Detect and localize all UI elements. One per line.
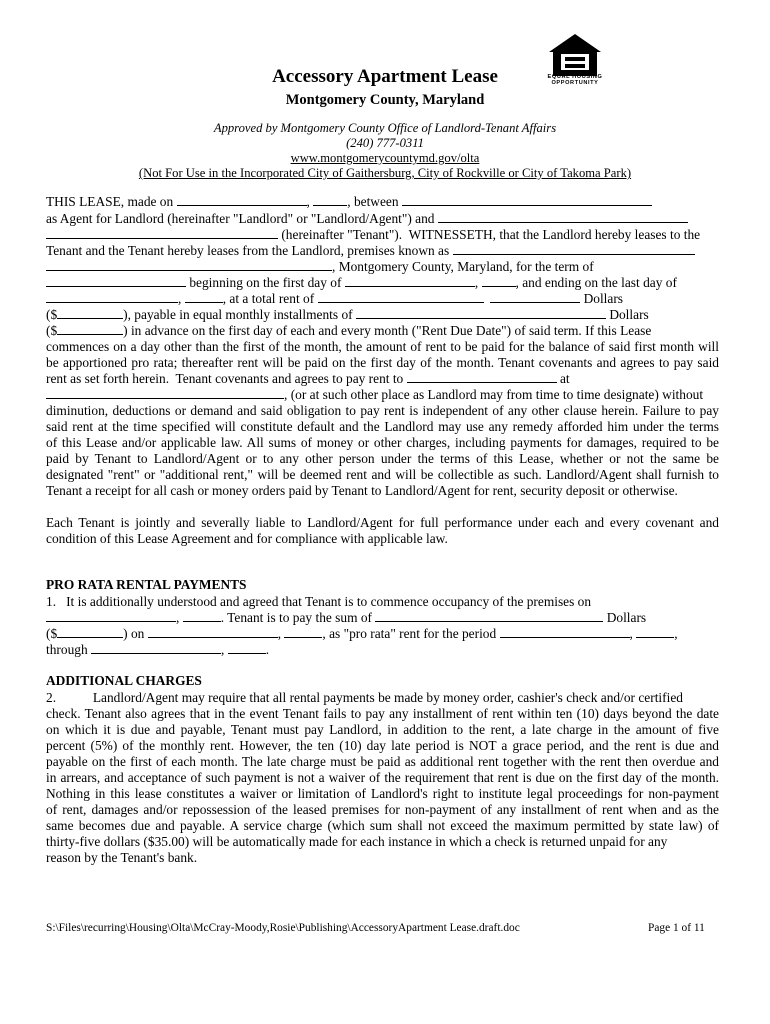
text: ,: [474, 275, 482, 290]
text: .: [265, 642, 270, 657]
text: ) in advance on the first day of each and every month ("Rent Due Date") of said term. If this Lease: [123, 323, 652, 338]
blank-landlord-agent[interactable]: [402, 193, 652, 206]
additional-line-8: of rent, damages and/or repossession of the leased premises for non-payment of any installment of rent when and as the: [46, 802, 719, 817]
text: Tenant and the Tenant hereby leases from the Landlord, premises known as: [46, 243, 453, 258]
text: ,: [176, 610, 183, 625]
text: , as "pro rata" rent for the period: [322, 626, 500, 641]
text: ($: [46, 626, 58, 641]
logo-caption-line2: OPPORTUNITY: [551, 80, 599, 87]
blank-pay-to[interactable]: [407, 370, 557, 383]
document-title: Accessory Apartment Lease: [272, 66, 498, 87]
blank-monthly-amount[interactable]: [57, 322, 123, 335]
lease-line-13: [46, 386, 703, 403]
text: ,: [277, 626, 285, 641]
text: . Tenant is to pay the sum of: [220, 610, 376, 625]
additional-line-6: in arrears, and acceptance of such payment is not a waiver of the requirement that rent is due on the first day of the month.: [46, 770, 719, 785]
lease-line-20: Each Tenant is jointly and severally liable to Landlord/Agent for full performance under each and every covenant and: [46, 515, 719, 530]
jurisdiction-note: (Not For Use in the Incorporated City of Gaithersburg, City of Rockville or City of Takoma Park): [138, 166, 632, 180]
prorata-line-4: [46, 641, 269, 658]
blank-monthly-words[interactable]: [356, 306, 606, 319]
text: ($: [46, 323, 58, 338]
additional-line-3: on which it is due and payable, Tenant must pay Landlord, in addition to the rent, a late charge in the amount of five: [46, 722, 719, 737]
blank-total-rent-amount[interactable]: [57, 306, 123, 319]
additional-line-1: 2. Landlord/Agent may require that all rental payments be made by money order, cashier's check and/or certified: [46, 690, 683, 705]
lease-line-2: [46, 210, 688, 227]
text: , between: [347, 194, 402, 209]
additional-line-11: reason by the Tenant's bank.: [46, 850, 198, 865]
document-subtitle: Montgomery County, Maryland: [285, 92, 485, 108]
blank-end-month[interactable]: [46, 290, 178, 303]
text: ,: [674, 626, 678, 641]
section-heading-additional: ADDITIONAL CHARGES: [46, 673, 202, 688]
blank-total-rent-words[interactable]: [318, 290, 484, 303]
text: ,: [221, 642, 228, 657]
text: ,: [629, 626, 637, 641]
text: Dollars: [580, 291, 624, 306]
additional-line-4: percent (5%) of the monthly rent. However, the ten (10) day late period is NOT a grace period, and the rent is due and: [46, 738, 719, 753]
lease-line-17: paid by Tenant to Landlord/Agent or to any other person under the terms of this Lease, whether or not the same be: [46, 451, 719, 466]
office-phone: (240) 777-0311: [346, 136, 424, 150]
additional-line-5: payable on the first of each month. The late charge must be paid as additional rent together with the rent then overdue and: [46, 754, 719, 769]
blank-premises-address[interactable]: [46, 258, 332, 271]
blank-start-month[interactable]: [345, 274, 475, 287]
blank-prorata-year[interactable]: [284, 625, 322, 638]
blank-lease-date[interactable]: [177, 193, 307, 206]
lease-line-12: [46, 370, 570, 387]
lease-line-3: [46, 226, 700, 243]
blank-prorata-amount[interactable]: [57, 625, 123, 638]
lease-line-15: said rent at the time specified will constitute default and the Landlord may use any remedy afforded him under the terms: [46, 419, 719, 434]
text: Dollars: [603, 610, 647, 625]
text: ($: [46, 307, 58, 322]
lease-line-11: be apportioned pro rata; thereafter rent will be paid on the first day of the month. Tenant covenants and agrees to pay said: [46, 355, 719, 370]
blank-period-start[interactable]: [500, 625, 630, 638]
additional-line-9: same becomes due and payable. A service charge (which sum shall not exceed the maximum permitted by state law) of: [46, 818, 719, 833]
footer-page-number: Page 1 of 11: [648, 922, 705, 934]
blank-tenant[interactable]: [46, 226, 278, 239]
text: at: [556, 371, 570, 386]
additional-line-10: thirty-five dollars ($35.00) will be automatically made for each instance in which a check is returned unpaid for any: [46, 834, 668, 849]
text: , at a total rent of: [222, 291, 318, 306]
blank-prorata-words[interactable]: [375, 609, 603, 622]
lease-line-18: designated "rent" or "additional rent," will be deemed rent and will be collectible as such. Landlord/Agent shall furnish to: [46, 467, 719, 482]
prorata-line-2: [46, 609, 646, 626]
blank-period-end[interactable]: [91, 641, 221, 654]
lease-line-7: [46, 290, 623, 307]
text: , Montgomery County, Maryland, for the term of: [332, 259, 594, 274]
blank-term[interactable]: [46, 274, 186, 287]
approval-note: Approved by Montgomery County Office of Landlord-Tenant Affairs: [213, 121, 557, 135]
office-url-link[interactable]: www.montgomerycountymd.gov/olta: [290, 151, 480, 165]
text: (hereinafter "Tenant"). WITNESSETH, that the Landlord hereby leases to the: [278, 227, 701, 242]
footer-file-path: S:\Files\recurring\Housing\Olta\McCray-Moody,Rosie\Publishing\AccessoryApartment Lease.draft.doc: [46, 922, 520, 934]
additional-line-7: Nothing in this lease constitutes a waiver or limitation of Landlord's right to institute legal proceedings for non-payment: [46, 786, 719, 801]
lease-line-4: [46, 242, 695, 259]
lease-line-16: of this Lease and/or applicable law. All sums of money or other charges, including payments for damages, required to be: [46, 435, 719, 450]
text: rent as set forth herein. Tenant covenants and agrees to pay rent to: [46, 371, 407, 386]
lease-line-10: commences on a day other than the first of the month, the amount of rent to be paid for the balance of said first month will: [46, 339, 719, 354]
blank-total-rent[interactable]: [490, 290, 580, 303]
blank-period-start-year[interactable]: [636, 625, 674, 638]
text: through: [46, 642, 92, 657]
logo-caption-line1: EQUAL HOUSING: [547, 74, 603, 80]
section-heading-prorata: PRO RATA RENTAL PAYMENTS: [46, 577, 247, 592]
blank-landlord[interactable]: [438, 210, 688, 223]
blank-pay-address[interactable]: [46, 386, 284, 399]
text: ), payable in equal monthly installments of: [123, 307, 356, 322]
blank-period-end-year[interactable]: [228, 641, 266, 654]
text: THIS LEASE, made on: [46, 194, 177, 209]
text: , (or at such other place as Landlord may from time to time designate) without: [284, 387, 704, 402]
text: ) on: [123, 626, 148, 641]
text: beginning on the first day of: [186, 275, 345, 290]
lease-line-19: Tenant a receipt for all cash or money orders paid by Tenant to Landlord/Agent for rent, security deposit or otherwise.: [46, 483, 678, 498]
text: , and ending on the last day of: [515, 275, 677, 290]
lease-line-5: [46, 258, 594, 275]
text: Dollars: [605, 307, 649, 322]
additional-line-2: check. Tenant also agrees that in the event Tenant fails to pay any installment of rent within ten (10) days beyond the date: [46, 706, 719, 721]
blank-start-year[interactable]: [482, 274, 516, 287]
blank-occupancy-date[interactable]: [46, 609, 176, 622]
blank-occupancy-year[interactable]: [183, 609, 221, 622]
text: ,: [306, 194, 314, 209]
prorata-line-3: [46, 625, 678, 642]
blank-premises[interactable]: [453, 242, 695, 255]
blank-lease-year[interactable]: [313, 193, 347, 206]
prorata-line-1: 1. It is additionally understood and agreed that Tenant is to commence occupancy of the premises on: [46, 594, 592, 609]
blank-prorata-date[interactable]: [148, 625, 278, 638]
lease-line-1: [46, 193, 652, 210]
lease-line-6: [46, 274, 677, 291]
text: ,: [178, 291, 185, 306]
lease-line-21: condition of this Lease Agreement and for compliance with applicable law.: [46, 531, 448, 546]
lease-line-8: [46, 306, 649, 323]
lease-line-9: [46, 322, 651, 339]
text: as Agent for Landlord (hereinafter "Landlord" or "Landlord/Agent") and: [46, 211, 438, 226]
lease-line-14: diminution, deductions or demand and said obligation to pay rent is independent of any other clause herein. Failure to pay: [46, 403, 719, 418]
blank-end-year[interactable]: [185, 290, 223, 303]
